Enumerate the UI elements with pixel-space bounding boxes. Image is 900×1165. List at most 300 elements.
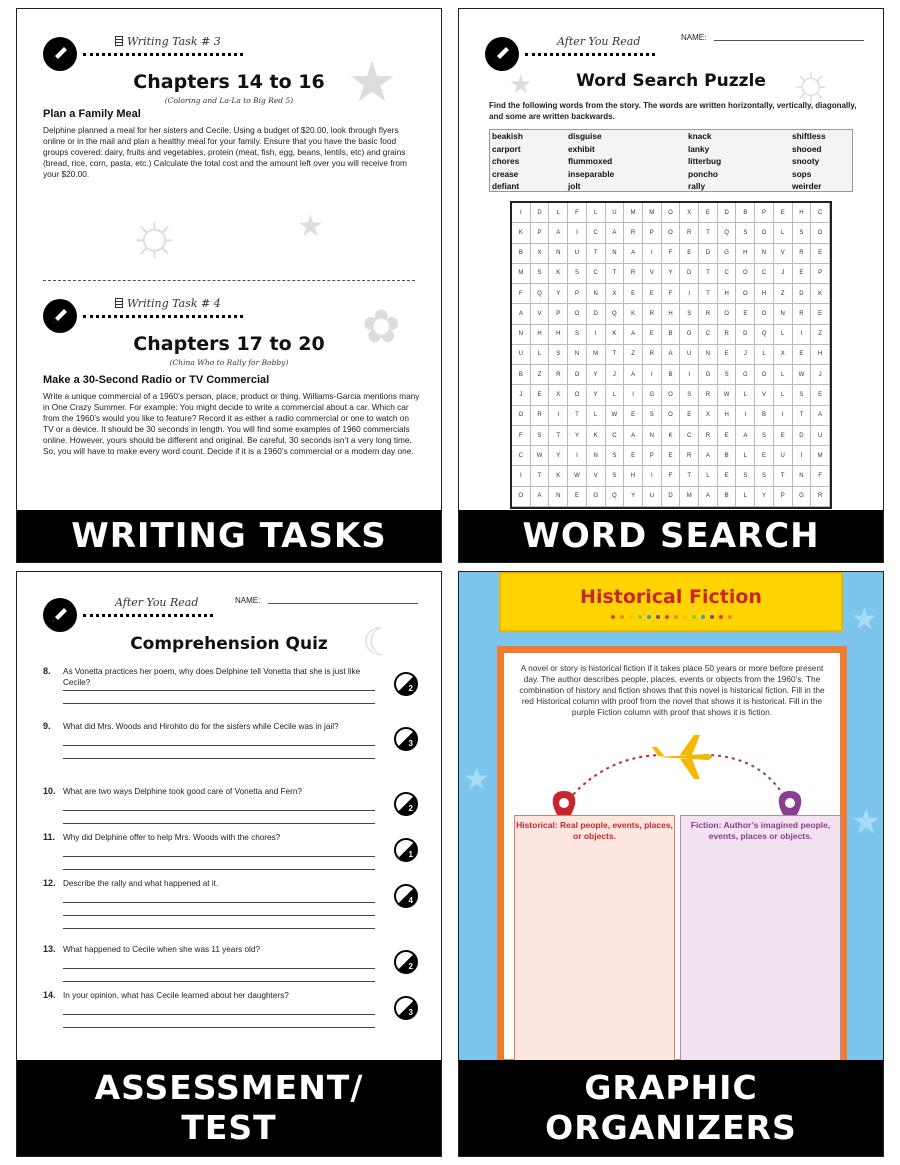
word-list-item: jolt [568,181,581,192]
grid-letter: E [643,325,662,345]
grid-letter: A [662,345,681,365]
grid-letter: E [793,264,812,284]
decorative-dot [665,615,669,619]
grid-letter: X [680,203,699,223]
grid-letter: F [811,466,830,486]
grid-letter: R [643,345,662,365]
question-number: 14. [43,990,56,1000]
grid-letter: L [736,487,755,507]
grid-letter: U [606,203,625,223]
word-list [489,129,853,192]
decorative-dot [674,615,678,619]
grid-letter: C [587,264,606,284]
grid-letter: E [680,406,699,426]
decorative-dot [638,615,642,619]
grid-letter: S [718,365,737,385]
grid-letter: L [587,203,606,223]
grid-letter: O [736,264,755,284]
grid-letter: S [606,446,625,466]
star-decoration: ★ [851,803,882,841]
column-heading: Historical: Real people, events, places, or objects. [516,820,673,841]
grid-letter: S [606,466,625,486]
grid-letter: H [793,203,812,223]
points-badge [394,672,418,696]
grid-letter: E [811,304,830,324]
grid-letter: A [624,426,643,446]
grid-letter: S [755,426,774,446]
grid-letter: T [699,223,718,243]
dotted-rule [83,53,243,56]
grid-letter: D [680,264,699,284]
answer-line[interactable] [63,823,375,824]
grid-letter: Q [606,487,625,507]
grid-letter: B [718,487,737,507]
grid-letter: J [512,385,531,405]
grid-letter: U [512,345,531,365]
grid-letter: M [680,487,699,507]
word-list-item: inseparable [568,168,615,179]
answer-line[interactable] [63,869,375,870]
banner-line: GRAPHIC [584,1068,758,1107]
task-label: Writing Task # 3 [115,35,221,48]
grid-letter: O [736,284,755,304]
grid-letter: D [793,426,812,446]
title-card [499,572,843,632]
grid-letter: P [568,284,587,304]
grid-letter: Q [718,223,737,243]
quiz-panel [16,571,442,1157]
writing-tasks-panel [16,8,442,563]
plane-icon [534,735,824,815]
grid-letter: Y [624,487,643,507]
word-list-item: shiftless [792,131,826,141]
grid-letter: G [643,385,662,405]
word-list-item: litterbug [688,156,722,167]
points-badge [394,950,418,974]
answer-line[interactable] [63,1014,375,1015]
answer-line[interactable] [63,758,375,759]
grid-letter: C [755,264,774,284]
grid-letter: V [755,385,774,405]
task-body: Write a unique commercial of a 1960’s person, place, product or thing. Williams-Garcia mentions many in One Crazy Summer. For example: You might decide to write a commercial about a car. Which car from the 1960’s would you like to feature? Record it as either a radio commercial or one to watch on TV or a device. It should be 30 seconds in length. You will find some examples of 1960 commercials online. However, yours should be different and original. Be careful, 30 seconds isn’t a very long time. So, you will have to make every word count. Decide if it is a 1960’s commercial or a modern day one. [43,391,420,456]
grid-letter: H [811,345,830,365]
grid-letter: T [587,244,606,264]
question-text: What happened to Cecile when she was 11 years old? [63,945,260,954]
grid-letter: E [624,406,643,426]
grid-letter: S [568,264,587,284]
grid-letter: L [549,203,568,223]
grid-letter: D [531,203,550,223]
grid-letter: U [568,244,587,264]
grid-letter: N [774,304,793,324]
dotted-rule [525,53,655,56]
grid-letter: F [662,466,681,486]
grid-letter: O [718,304,737,324]
decorative-dot [692,615,696,619]
word-list-item: snooty [792,156,820,167]
name-field: NAME: [235,596,418,605]
grid-letter: H [755,284,774,304]
sun-decoration: ☼ [127,200,182,267]
section-banner [17,1060,441,1156]
points-value: 3 [408,1008,413,1017]
word-list-item: beakish [492,131,523,141]
grid-letter: L [774,223,793,243]
grid-letter: N [606,244,625,264]
grid-letter: A [811,406,830,426]
grid-letter: N [549,244,568,264]
grid-letter: O [512,406,531,426]
grid-letter: C [718,264,737,284]
grid-letter: M [587,345,606,365]
decorative-dot [620,615,624,619]
grid-letter: M [811,446,830,466]
grid-letter: K [811,284,830,304]
grid-letter: L [774,325,793,345]
word-list-item: disguise [568,131,602,141]
grid-letter: I [680,284,699,304]
grid-letter: E [568,487,587,507]
question-number: 9. [43,721,51,731]
grid-letter: N [699,345,718,365]
grid-letter: W [568,466,587,486]
grid-letter: Y [662,264,681,284]
grid-letter: Z [811,325,830,345]
grid-letter: I [643,244,662,264]
decorative-dot [683,615,687,619]
grid-letter: T [549,426,568,446]
star-decoration: ★ [463,763,490,796]
grid-letter: K [624,304,643,324]
pencil-icon [485,37,519,71]
grid-letter: S [736,223,755,243]
organizer-frame [497,646,847,1066]
grid-letter: R [699,385,718,405]
star-decoration: ★ [509,69,533,99]
chapter-heading: Chapters 14 to 16 [133,71,325,93]
grid-letter: I [512,203,531,223]
grid-letter: P [755,203,774,223]
grid-letter: Y [587,385,606,405]
grid-letter: E [793,345,812,365]
grid-letter: I [774,406,793,426]
grid-letter: L [774,365,793,385]
grid-letter: V [643,264,662,284]
grid-letter: E [624,284,643,304]
grid-letter: N [755,244,774,264]
grid-letter: S [680,385,699,405]
grid-letter: P [774,487,793,507]
question-number: 10. [43,786,56,796]
question-number: 13. [43,944,56,954]
grid-letter: P [811,264,830,284]
grid-letter: K [606,325,625,345]
word-list-item: flummoxed [568,156,613,167]
grid-letter: H [549,325,568,345]
grid-letter: I [587,325,606,345]
banner-line: TEST [181,1108,277,1147]
grid-letter: H [662,304,681,324]
grid-letter: T [568,406,587,426]
grid-letter: D [793,284,812,304]
grid-letter: S [755,466,774,486]
points-badge [394,884,418,908]
grid-letter: V [531,304,550,324]
grid-letter: R [531,406,550,426]
grid-letter: O [662,385,681,405]
word-list-item: shooed [792,143,822,154]
name-field: NAME: [681,33,864,42]
grid-letter: U [643,487,662,507]
grid-letter: G [680,325,699,345]
grid-letter: A [624,244,643,264]
section-divider [43,280,415,281]
answer-line[interactable] [63,690,375,691]
question-text: Describe the rally and what happened at it. [63,879,219,888]
grid-letter: W [531,446,550,466]
historical-column [514,815,675,1061]
grid-letter: S [531,426,550,446]
grid-letter: S [793,385,812,405]
grid-letter: H [718,284,737,304]
star-decoration: ☾ [362,622,397,664]
pencil-icon [43,37,77,71]
grid-letter: Y [587,365,606,385]
grid-letter: F [568,203,587,223]
graphic-organizer-panel [458,571,884,1157]
task-label: Writing Task # 4 [115,297,221,310]
grid-letter: B [512,244,531,264]
grid-letter: I [512,466,531,486]
task-body: Delphine planned a meal for her sisters and Cecile. Using a budget of $20.00, look through flyers online or in the mail and plan a healthy meal for your family. Ensure that you have the basic food groups covered: dairy, fruits and vegetables, protein (meat, fish, egg, beans, lentils, etc) and grains (bread, rice, corn, pasta, etc.) Calculate the total cost and the amount left over you will receive from your $20.00. [43,125,407,179]
grid-letter: Y [549,446,568,466]
grid-letter: I [643,365,662,385]
dotted-rule [83,614,213,617]
grid-letter: T [793,406,812,426]
grid-letter: U [811,426,830,446]
question-text: What are two ways Delphine took good care of Vonetta and Fern? [63,787,302,796]
points-value: 2 [408,804,413,813]
grid-letter: D [699,244,718,264]
pencil-icon [43,299,77,333]
grid-letter: T [606,345,625,365]
column-heading: Fiction: Author’s imagined people, events, places or objects. [690,820,831,841]
fiction-column [680,815,841,1061]
grid-letter: B [662,365,681,385]
decorative-dot [647,615,651,619]
grid-letter: J [811,365,830,385]
grid-letter: F [512,426,531,446]
points-badge [394,996,418,1020]
word-list-item: chores [492,156,520,167]
points-badge [394,838,418,862]
grid-letter: R [680,223,699,243]
grid-letter: Y [755,487,774,507]
grid-letter: U [774,446,793,466]
points-value: 4 [408,896,413,905]
grid-letter: K [662,426,681,446]
question-text: Why did Delphine offer to help Mrs. Woods with the chores? [63,833,281,842]
grid-letter: N [512,325,531,345]
grid-letter: D [736,325,755,345]
instructions: A novel or story is historical fiction if it takes place 50 years or more before present day. The author describes people, places, events or objects from the 1960’s. The combination of history and fiction shows that this novel is historical fiction. Fill in the red Historical column with proof from the novel that shows it is historical. Fill in the purple Fiction column with proof that shows it is fiction. [519,663,825,717]
grid-letter: M [643,203,662,223]
grid-letter: O [755,365,774,385]
grid-letter: O [755,304,774,324]
grid-letter: G [699,365,718,385]
grid-letter: G [587,487,606,507]
grid-letter: S [531,264,550,284]
grid-letter: S [793,223,812,243]
grid-letter: E [680,244,699,264]
answer-line[interactable] [63,915,375,916]
grid-letter: P [643,446,662,466]
chapter-heading: Chapters 17 to 20 [133,333,325,355]
grid-letter: Z [531,365,550,385]
word-list-item: carport [492,143,521,154]
answer-line[interactable] [63,928,375,929]
grid-letter: R [699,304,718,324]
grid-letter: E [662,446,681,466]
grid-letter: A [736,426,755,446]
page-title: Word Search Puzzle [576,71,766,91]
grid-letter: N [587,284,606,304]
grid-letter: Z [774,284,793,304]
grid-letter: B [755,406,774,426]
grid-letter: O [755,223,774,243]
grid-letter: A [512,304,531,324]
answer-line[interactable] [63,745,375,746]
grid-letter: X [699,406,718,426]
grid-letter: B [718,446,737,466]
grid-letter: M [512,264,531,284]
points-badge [394,727,418,751]
grid-letter: V [774,244,793,264]
grid-letter: K [512,223,531,243]
word-list-item: defiant [492,181,520,192]
section-label: After You Read [115,596,199,609]
decorative-dot [719,615,723,619]
grid-letter: H [531,325,550,345]
grid-letter: O [811,223,830,243]
grid-letter: E [774,426,793,446]
answer-line[interactable] [63,703,375,704]
grid-letter: H [736,244,755,264]
swirl-decoration: ☼ [789,56,833,109]
grid-letter: C [606,426,625,446]
grid-letter: F [512,284,531,304]
points-value: 2 [408,684,413,693]
grid-letter: Q [606,304,625,324]
grid-letter: A [531,487,550,507]
question-text: As Vonetta practices her poem, why does Delphine tell Vonetta that she is just like Cecile? [63,667,361,687]
page-title: Historical Fiction [580,586,762,608]
word-list-item: lanky [688,143,710,154]
grid-letter: B [662,325,681,345]
grid-letter: F [662,284,681,304]
grid-letter: T [774,466,793,486]
points-badge [394,792,418,816]
grid-letter: E [531,385,550,405]
chapter-subtitle: (Coloring and La-La to Big Red 5) [164,96,294,105]
grid-letter: R [680,446,699,466]
grid-letter: R [699,426,718,446]
answer-line[interactable] [63,968,375,969]
grid-letter: P [531,223,550,243]
grid-letter: C [699,325,718,345]
grid-letter: Y [549,284,568,304]
word-list-item: knack [688,131,712,141]
decorative-dot [728,615,732,619]
grid-letter: R [811,487,830,507]
decorative-dot [656,615,660,619]
swirl-decoration: ✿ [362,300,401,352]
grid-letter: T [699,284,718,304]
grid-letter: E [811,385,830,405]
section-label: After You Read [557,35,641,48]
task-title: Plan a Family Meal [43,108,141,120]
grid-letter: E [811,244,830,264]
question-number: 11. [43,832,56,842]
grid-letter: J [606,365,625,385]
word-list-item: exhibit [568,143,595,154]
answer-line[interactable] [63,810,375,811]
grid-letter: R [718,325,737,345]
grid-letter: D [587,304,606,324]
grid-letter: L [736,385,755,405]
decorative-dot [611,615,615,619]
grid-letter: R [624,223,643,243]
grid-letter: I [793,446,812,466]
grid-letter: A [624,365,643,385]
grid-letter: I [568,223,587,243]
grid-letter: R [793,304,812,324]
grid-letter: X [606,284,625,304]
grid-letter: N [587,446,606,466]
grid-letter: C [811,203,830,223]
answer-line[interactable] [63,1027,375,1028]
grid-letter: O [568,304,587,324]
grid-letter: E [699,203,718,223]
grid-letter: A [606,223,625,243]
decorative-dot [701,615,705,619]
question-number: 8. [43,666,51,676]
grid-letter: F [662,244,681,264]
grid-letter: Q [531,284,550,304]
answer-line[interactable] [63,856,375,857]
star-decoration: ★ [297,210,324,243]
banner-line: ASSESSMENT/ [94,1068,364,1107]
grid-letter: E [755,446,774,466]
grid-letter: N [643,426,662,446]
chapter-subtitle: (China Who to Rally for Bobby) [169,358,289,367]
grid-letter: L [606,385,625,405]
answer-line[interactable] [63,981,375,982]
grid-letter: A [624,325,643,345]
answer-line[interactable] [63,902,375,903]
grid-letter: I [643,466,662,486]
grid-letter: S [736,466,755,486]
grid-letter: G [718,244,737,264]
grid-letter: H [718,406,737,426]
grid-letter: T [531,466,550,486]
grid-letter: V [587,466,606,486]
star-decoration: ★ [851,603,878,636]
section-banner: WORD SEARCH [459,510,883,562]
question-text: In your opinion, what has Cecile learned about her daughters? [63,991,289,1000]
decorative-dot [629,615,633,619]
grid-letter: O [662,406,681,426]
